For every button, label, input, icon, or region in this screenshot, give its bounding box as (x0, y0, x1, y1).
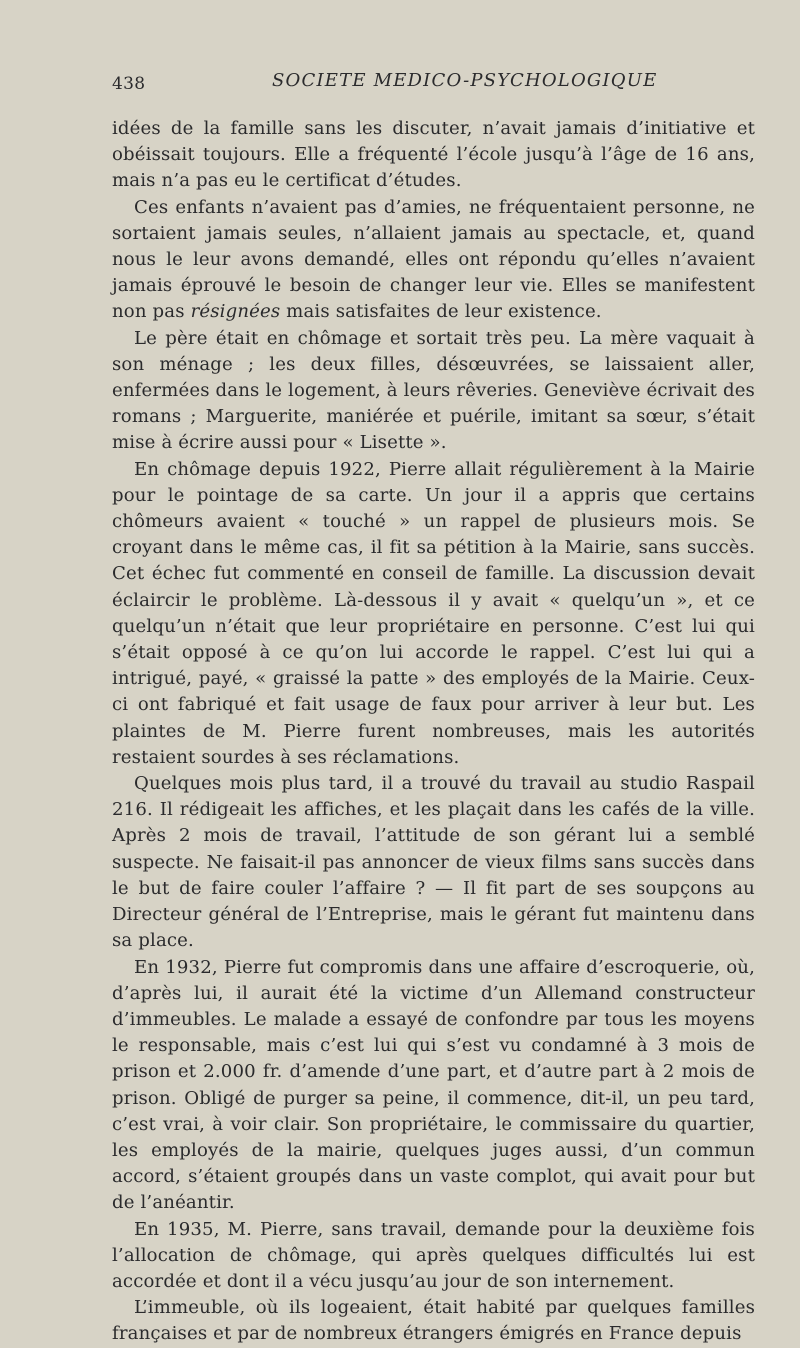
paragraph-5: Quelques mois plus tard, il a trouvé du travail au studio Raspail 216. Il rédigeait les affiches, et les plaçait dans les cafés de la ville. Après 2 mois de travail, l’attitude de son gérant lui a semblé suspecte. Ne faisait-il pas annoncer de vieux films sans succès dans le but de faire couler l’affaire ? — Il fit part de ses soupçons au Directeur général de l’Entreprise, mais le gérant fut maintenu dans sa place. (112, 773, 755, 952)
paragraph-2-text-before: Ces enfants n’avaient pas d’amies, ne fréquentaient personne, ne sortaient jamais seules, n’allaient jamais au spectacle, et, quand nous le leur avons demandé, elles ont répondu qu’elles n’avaient jamais éprouvé le besoin de changer leur vie. Elles se manifestent non pas (112, 196, 755, 323)
paragraph-6: En 1932, Pierre fut compromis dans une affaire d’escroquerie, où, d’après lui, il aurait été la victime d’un Allemand constructeur d’immeubles. Le malade a essayé de confondre par tous les moyens le responsable, mais c’est lui qui s’est vu condamné à 3 mois de prison et 2.000 fr. d’amende d’une part, et d’autre part à 2 mois de prison. Obligé de purger sa peine, il commence, dit-il, un peu tard, c’est vrai, à voir clair. Son propriétaire, le commissaire du quartier, les employés de la mairie, quelques juges aussi, d’un commun accord, s’étaient groupés dans un vaste complot, qui avait pour but de l’anéantir. (112, 956, 755, 1214)
running-head: SOCIETE MEDICO-PSYCHOLOGIQUE (272, 70, 658, 91)
paragraph-7: En 1935, M. Pierre, sans travail, demande pour la deuxième fois l’allocation de chômage, qui après quelques difficultés lui est accordée et dont il a vécu jusqu’au jour de son internement. (112, 1218, 755, 1292)
body-text (112, 116, 755, 1348)
paragraph-2-emphasis: résignées (190, 301, 281, 323)
paragraph-2 (112, 195, 755, 326)
page-number: 438 (112, 74, 146, 94)
page-header (112, 70, 762, 106)
paragraph-8: L’immeuble, où ils logeaient, était habité par quelques familles françaises et par de nombreux étrangers émigrés en France depuis (112, 1297, 755, 1345)
paragraph-4: En chômage depuis 1922, Pierre allait régulièrement à la Mairie pour le pointage de sa carte. Un jour il a appris que certains chômeurs avaient « touché » un rappel de plusieurs mois. Se croyant dans le même cas, il fit sa pétition à la Mairie, sans succès. Cet échec fut commenté en conseil de famille. La discussion devait éclaircir le problème. Là-dessous il y avait « quelqu’un », et ce quelqu’un n’était que leur propriétaire en personne. C’est lui qui s’était opposé à ce qu’on lui accorde le rappel. C’est lui qui a intrigué, payé, « graissé la patte » des employés de la Mairie. Ceux-ci ont fabriqué et fait usage de faux pour arriver à leur but. Les plaintes de M. Pierre furent nombreuses, mais les autorités restaient sourdes à ses réclamations. (112, 458, 755, 768)
paragraph-2-text-after: mais satisfaites de leur existence. (280, 301, 602, 323)
paragraph-3: Le père était en chômage et sortait très peu. La mère vaquait à son ménage ; les deux filles, désœuvrées, se laissaient aller, enfermées dans le logement, à leurs rêveries. Geneviève écrivait des romans ; Marguerite, maniérée et puérile, imitant sa sœur, s’était mise à écrire aussi pour « Lisette ». (112, 327, 755, 454)
paragraph-1: idées de la famille sans les discuter, n’avait jamais d’initiative et obéissait toujours. Elle a fréquenté l’école jusqu’à l’âge de 16 ans, mais n’a pas eu le certificat d’études. (112, 118, 755, 192)
